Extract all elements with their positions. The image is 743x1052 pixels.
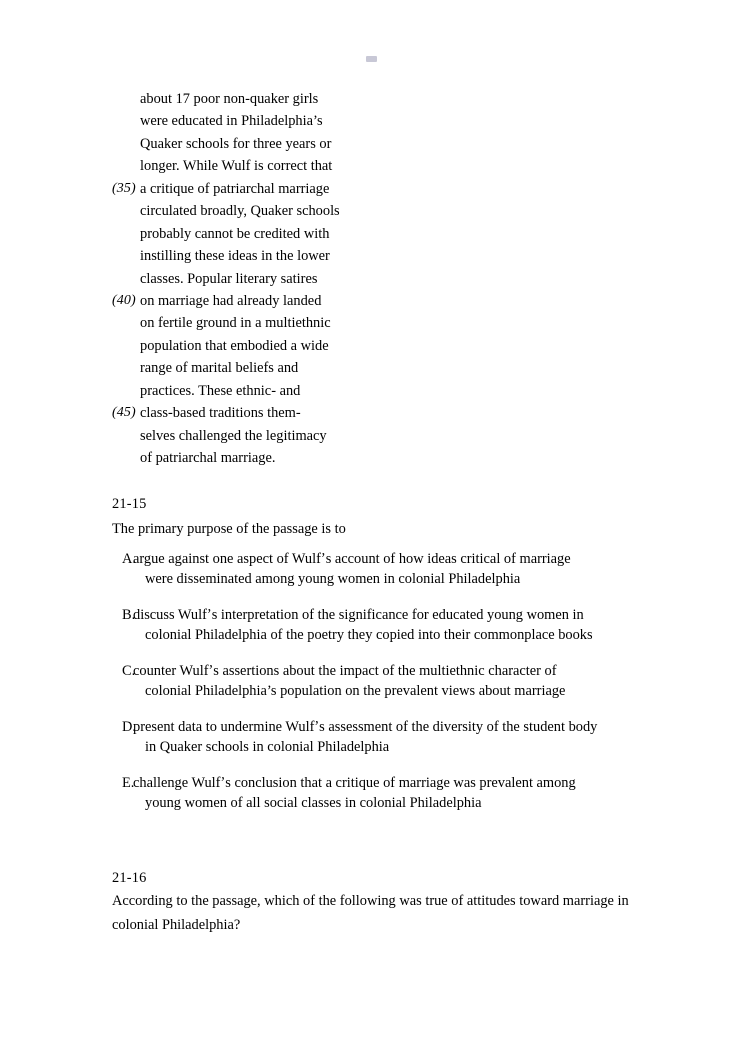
line-text: about 17 poor non-quaker girls (140, 91, 319, 107)
choice-text: young women of all social classes in colonial Philadelphia (145, 794, 482, 811)
choice-text: discuss Wulfʼs interpretation of the significance for educated young women in (133, 607, 584, 623)
passage-line (0, 290, 743, 312)
question-stem: The primary purpose of the passage is to (112, 521, 346, 537)
passage-line (0, 312, 743, 334)
passage-line (0, 178, 743, 200)
choice-text: colonial Philadelphia of the poetry they copied into their commonplace books (145, 626, 593, 643)
line-text: on fertile ground in a multiethnic (140, 315, 331, 332)
line-number: (40) (112, 292, 136, 308)
choice-text: present data to undermine Wulfʼs assessment of the diversity of the student body (133, 719, 598, 735)
line-text: class-based traditions them- (140, 405, 301, 422)
passage-line (0, 425, 743, 447)
passage-line (0, 447, 743, 469)
choice-text: counter Wulfʼs assertions about the impact of the multiethnic character of (133, 663, 557, 679)
choice-letter: A. (122, 551, 136, 567)
passage-line (0, 357, 743, 379)
line-text: instilling these ideas in the lower (140, 248, 330, 265)
question-stem: According to the passage, which of the following was true of attitudes toward marriage in (112, 893, 629, 909)
question-stem: colonial Philadelphia? (112, 917, 241, 933)
line-text: on marriage had already landed (140, 292, 322, 309)
line-text: range of marital beliefs and (140, 360, 299, 377)
choice-letter: D. (122, 719, 136, 735)
line-text: classes. Popular literary satires (140, 270, 318, 287)
choice-letter: B. (122, 607, 136, 623)
passage-line (0, 245, 743, 267)
line-text: population that embodied a wide (140, 337, 329, 354)
line-text: longer. While Wulf is correct that (140, 158, 333, 175)
line-text: of patriarchal marriage. (140, 450, 276, 466)
passage-line (0, 402, 743, 424)
passage-line (0, 200, 743, 222)
line-text: selves challenged the legitimacy (140, 427, 327, 444)
passage-line (0, 110, 743, 132)
line-number: (45) (112, 405, 136, 421)
scan-artifact (366, 56, 377, 62)
choice-text: challenge Wulfʼs conclusion that a critique of marriage was prevalent among (133, 775, 576, 791)
line-text: Quaker schools for three years or (140, 135, 332, 152)
line-text: were educated in Philadelphia’s (140, 113, 323, 130)
passage-line (0, 268, 743, 290)
passage-line (0, 155, 743, 177)
choice-text: colonial Philadelphia’s population on the prevalent views about marriage (145, 682, 566, 699)
line-text: circulated broadly, Quaker schools (140, 203, 340, 220)
choice-text: argue against one aspect of Wulfʼs account of how ideas critical of marriage (133, 551, 571, 567)
question-number: 21-15 (112, 496, 147, 512)
passage-line (0, 223, 743, 245)
passage-line (0, 380, 743, 402)
line-text: probably cannot be credited with (140, 225, 330, 242)
choice-letter: E. (122, 775, 135, 791)
passage-line (0, 88, 743, 110)
passage-text (0, 88, 743, 469)
line-number: (35) (112, 180, 136, 196)
passage-line (0, 133, 743, 155)
line-text: a critique of patriarchal marriage (140, 180, 330, 197)
line-text: practices. These ethnic- and (140, 382, 301, 399)
question-number: 21-16 (112, 870, 147, 886)
choice-text: were disseminated among young women in colonial Philadelphia (145, 570, 521, 587)
choice-text: in Quaker schools in colonial Philadelphia (145, 738, 390, 755)
choice-letter: C. (122, 663, 136, 679)
passage-line (0, 335, 743, 357)
